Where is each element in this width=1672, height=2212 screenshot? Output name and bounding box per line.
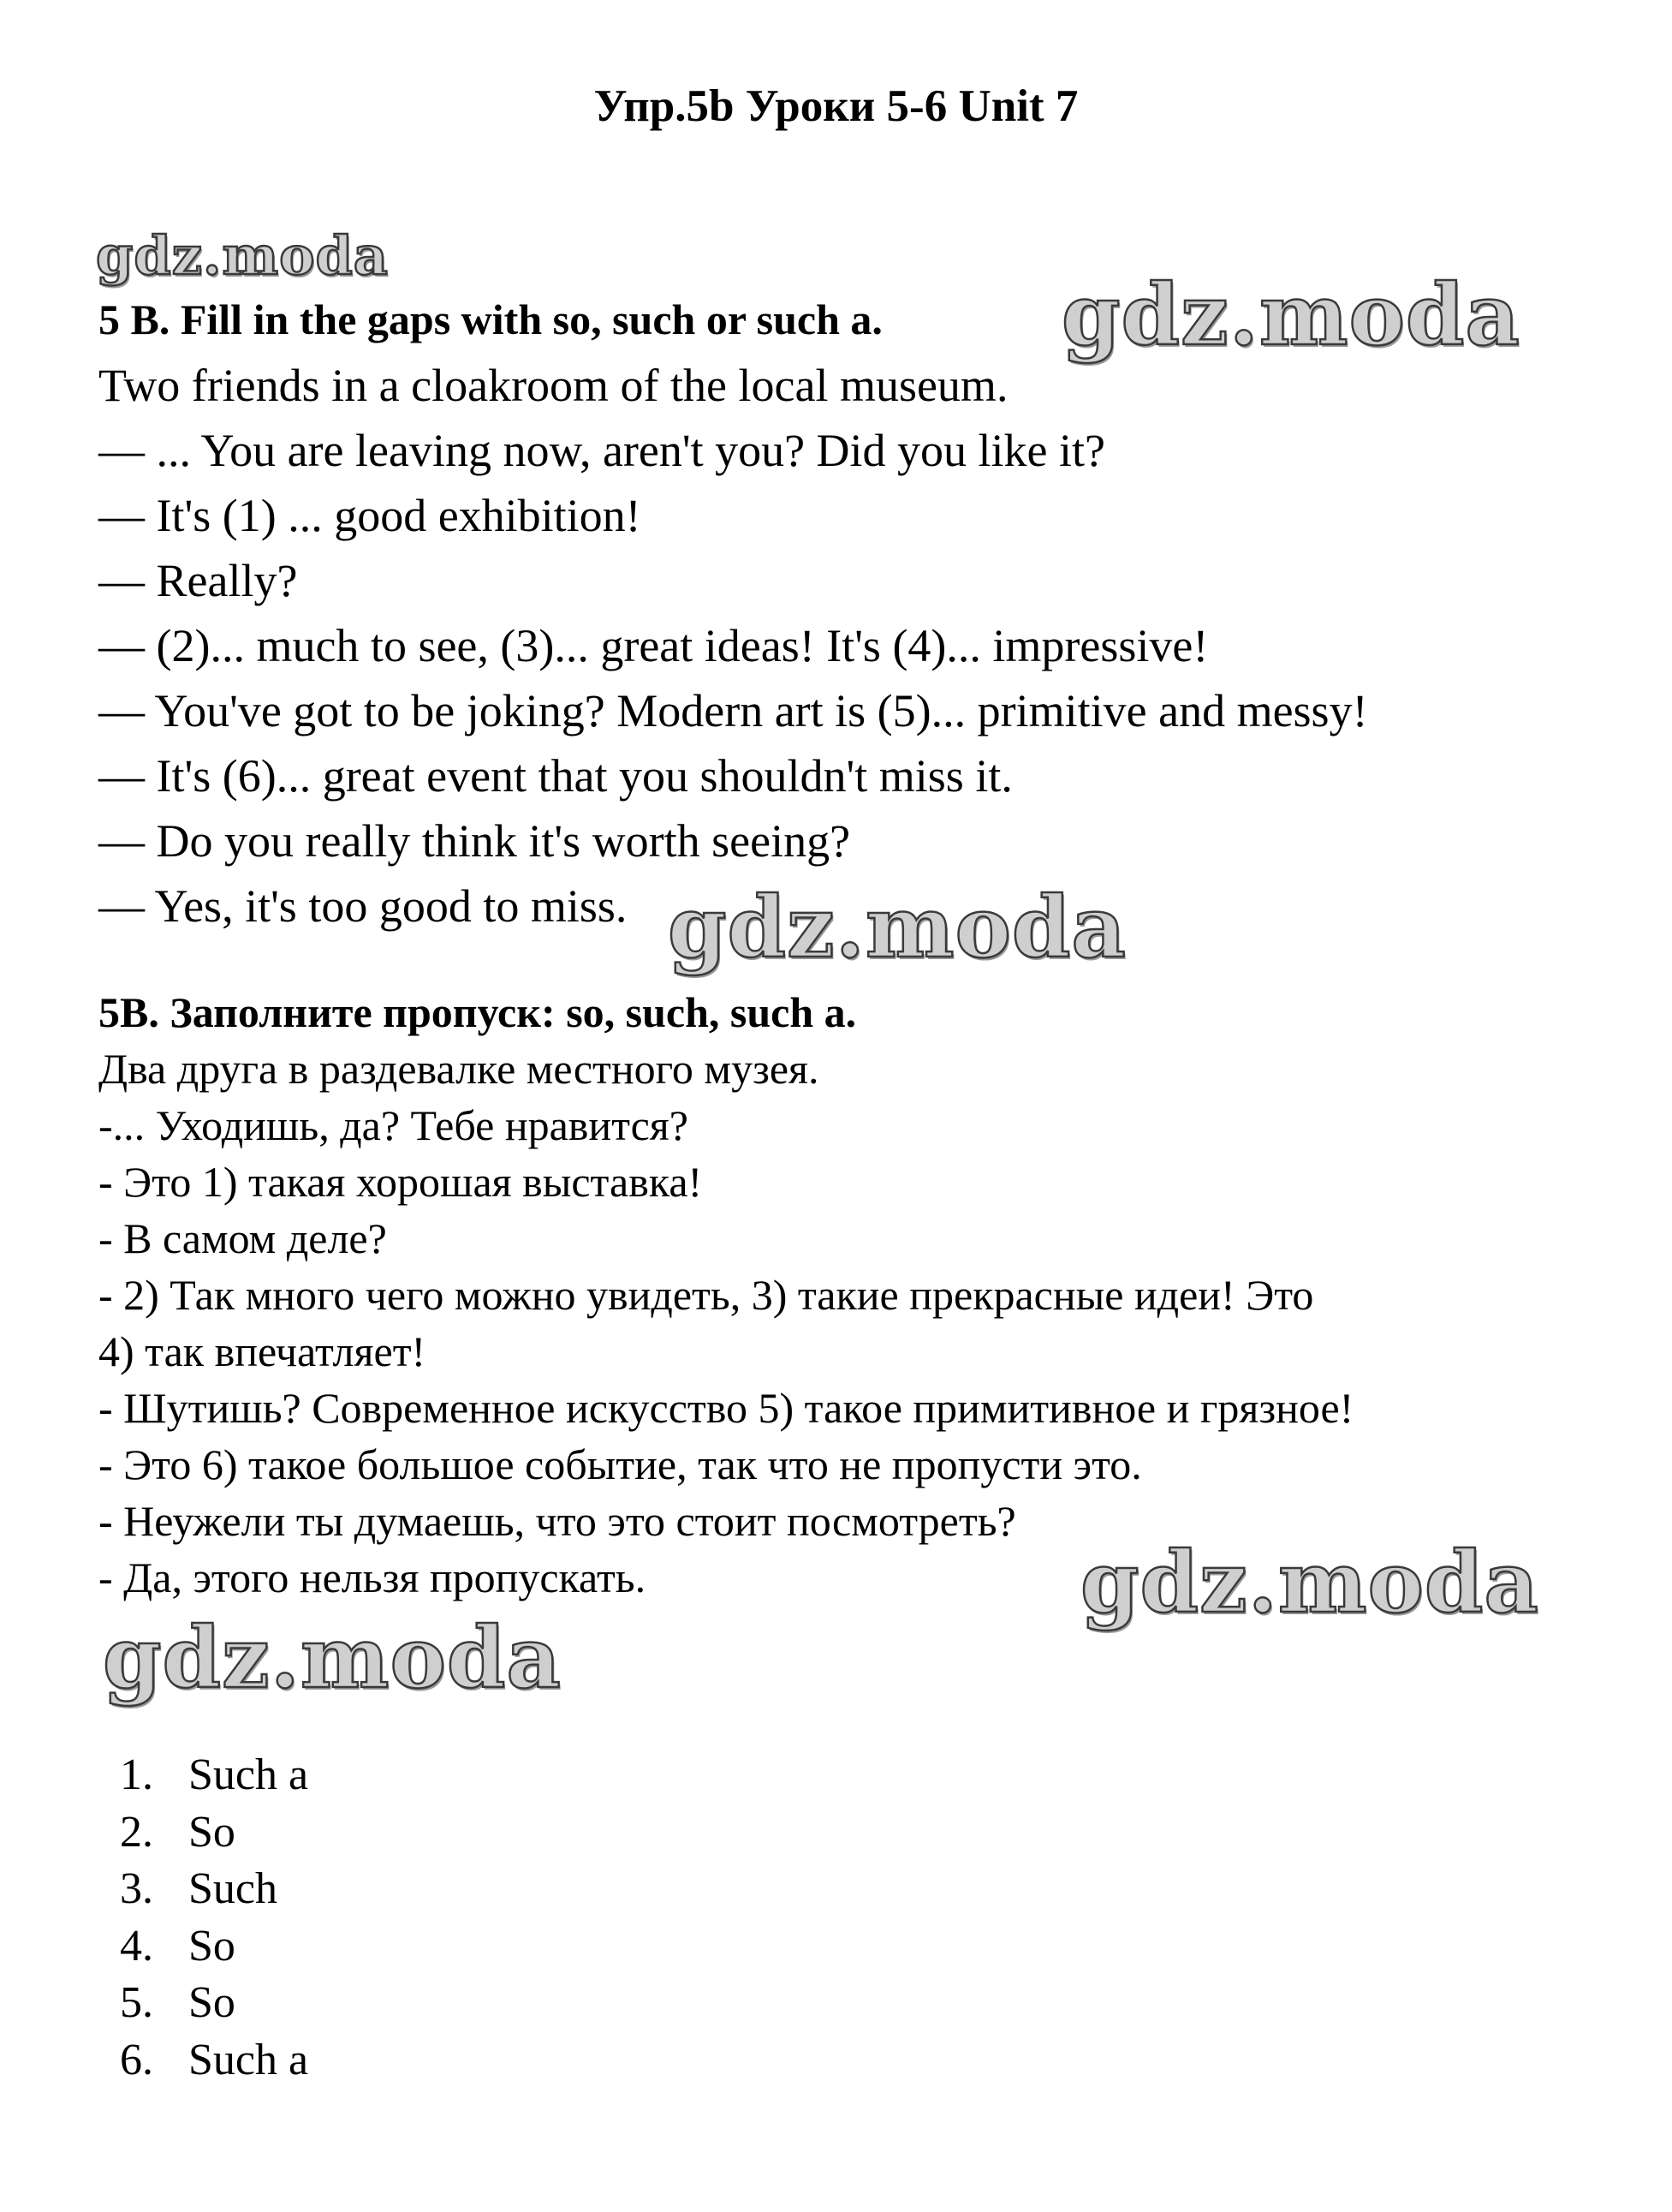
list-item (120, 2032, 308, 2090)
english-line: — It's (6)... great event that you shouldn't miss it. (98, 750, 1013, 802)
english-line: Two friends in a cloakroom of the local museum. (98, 360, 1009, 411)
russian-line: - Это 6) такое большое событие, так что не пропусти это. (98, 1440, 1142, 1488)
list-item (120, 1861, 308, 1918)
english-line: — Do you really think it's worth seeing? (98, 815, 851, 867)
english-task-heading: 5 B. Fill in the gaps with so, such or such a. (98, 295, 883, 343)
list-item (120, 1975, 308, 2032)
russian-line: - Шутишь? Современное искусство 5) такое примитивное и грязное! (98, 1384, 1354, 1432)
english-line: — Really? (98, 555, 298, 606)
answer-list (120, 1747, 308, 2089)
page-title: Упр.5b Уроки 5-6 Unit 7 (593, 81, 1079, 131)
answer-number: 2. (120, 1807, 153, 1857)
english-line: — You've got to be joking? Modern art is (5)... primitive and messy! (98, 685, 1368, 736)
answer-text: So (188, 1807, 235, 1857)
list-item (120, 1918, 308, 1976)
answer-number: 3. (120, 1864, 153, 1913)
russian-line: - В самом деле? (98, 1214, 387, 1262)
russian-line: -... Уходишь, да? Тебе нравится? (98, 1101, 688, 1149)
russian-task-heading: 5B. Заполните пропуск: so, such, such a. (98, 988, 857, 1036)
english-line: — (2)... much to see, (3)... great ideas! It's (4)... impressive! (98, 620, 1209, 671)
answer-text: So (188, 1978, 235, 2027)
english-line: — It's (1) ... good exhibition! (98, 490, 641, 541)
answer-number: 6. (120, 2035, 153, 2084)
russian-line: 4) так впечатляет! (98, 1327, 426, 1375)
watermark-logo: gdz.moda (96, 224, 389, 287)
watermark-logo: gdz.moda (1062, 266, 1520, 365)
answer-number: 4. (120, 1921, 153, 1971)
watermark-logo: gdz.moda (668, 879, 1127, 977)
answer-text: Such a (188, 1750, 309, 1799)
answer-text: Such a (188, 2035, 309, 2084)
answer-text: So (188, 1921, 235, 1971)
answer-number: 1. (120, 1750, 153, 1799)
russian-line: - 2) Так много чего можно увидеть, 3) такие прекрасные идеи! Это (98, 1271, 1314, 1319)
english-line: — ... You are leaving now, aren't you? Did you like it? (98, 425, 1106, 476)
watermark-logo: gdz.moda (1080, 1534, 1539, 1632)
list-item (120, 1747, 308, 1804)
russian-line: - Неужели ты думаешь, что это стоит посмотреть? (98, 1497, 1016, 1545)
answer-text: Such (188, 1864, 277, 1913)
answer-number: 5. (120, 1978, 153, 2027)
russian-line: Два друга в раздевалке местного музея. (98, 1045, 819, 1093)
english-line: — Yes, it's too good to miss. (98, 880, 628, 932)
list-item (120, 1804, 308, 1862)
russian-line: - Да, этого нельзя пропускать. (98, 1553, 646, 1601)
watermark-logo: gdz.moda (103, 1609, 562, 1708)
russian-line: - Это 1) такая хорошая выставка! (98, 1158, 703, 1206)
